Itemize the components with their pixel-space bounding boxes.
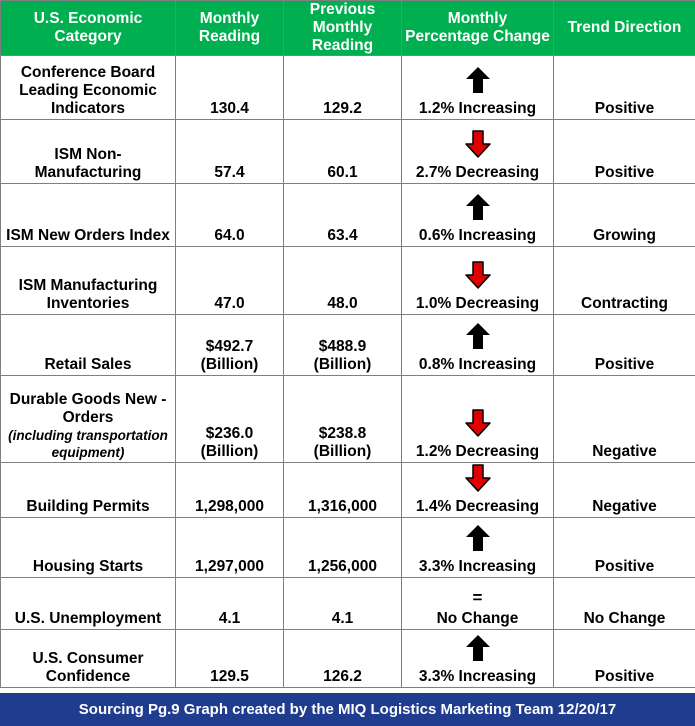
category-label: Building Permits — [26, 498, 150, 515]
trend-direction-value: Growing — [593, 227, 656, 244]
category-cell — [1, 56, 176, 120]
table-row — [1, 315, 695, 376]
monthly-reading-value: $236.0 — [205, 425, 254, 442]
category-cell — [1, 630, 176, 688]
trend-direction-cell — [554, 184, 695, 247]
trend-direction-cell — [554, 463, 695, 518]
down-arrow-icon — [465, 130, 491, 158]
previous-reading-value: 63.4 — [327, 227, 358, 244]
footer-banner: Sourcing Pg.9 Graph created by the MIQ Logistics Marketing Team 12/20/17 — [0, 693, 695, 726]
down-arrow-icon — [465, 464, 491, 492]
monthly-reading-cell — [176, 120, 284, 184]
previous-reading-cell — [284, 120, 402, 184]
monthly-reading-value: 57.4 — [214, 164, 245, 181]
category-label: Retail Sales — [44, 356, 132, 373]
header-category: U.S. Economic Category — [1, 1, 176, 56]
category-label: U.S. Unemployment — [14, 610, 162, 627]
category-note: (including transportation equipment) — [8, 428, 168, 460]
up-arrow-icon — [465, 322, 491, 350]
previous-reading-cell — [284, 184, 402, 247]
previous-reading-cell — [284, 578, 402, 630]
category-label: ISM New Orders Index — [6, 227, 170, 244]
header-previous-reading: Previous Monthly Reading — [284, 1, 402, 56]
previous-reading-cell — [284, 463, 402, 518]
trend-direction-value: Positive — [594, 356, 655, 373]
trend-direction-cell — [554, 247, 695, 315]
percentage-change-value: 3.3% Increasing — [418, 558, 537, 575]
trend-direction-value: Positive — [594, 558, 655, 575]
header-trend-direction: Trend Direction — [554, 1, 695, 56]
previous-reading-value: 129.2 — [323, 100, 362, 117]
category-cell — [1, 376, 176, 463]
table-row — [1, 56, 695, 120]
previous-reading-cell — [284, 56, 402, 120]
percentage-change-cell — [402, 463, 554, 518]
previous-reading-cell — [284, 315, 402, 376]
monthly-reading-value: 1,298,000 — [195, 498, 264, 515]
previous-reading-value: 1,256,000 — [308, 558, 377, 575]
table-row — [1, 630, 695, 688]
monthly-reading-value: 1,297,000 — [195, 558, 264, 575]
previous-reading-value: 126.2 — [323, 668, 362, 685]
up-arrow-icon — [465, 634, 491, 662]
trend-direction-value: Positive — [594, 100, 655, 117]
header-monthly-reading: Monthly Reading — [176, 1, 284, 56]
previous-reading-cell — [284, 376, 402, 463]
trend-direction-value: Negative — [592, 443, 657, 460]
up-arrow-icon — [465, 524, 491, 552]
category-cell — [1, 120, 176, 184]
trend-direction-value: Positive — [594, 668, 655, 685]
category-cell — [1, 578, 176, 630]
table-row — [1, 184, 695, 247]
monthly-reading-cell — [176, 184, 284, 247]
up-arrow-icon — [465, 66, 491, 94]
trend-direction-cell — [554, 630, 695, 688]
category-label: U.S. Consumer Confidence — [32, 650, 144, 685]
percentage-change-cell — [402, 376, 554, 463]
monthly-reading-value: 129.5 — [210, 668, 249, 685]
previous-reading-value: 1,316,000 — [308, 498, 377, 515]
previous-reading-value: 4.1 — [331, 610, 354, 627]
table-row — [1, 518, 695, 578]
previous-reading-value: 48.0 — [327, 295, 358, 312]
category-cell — [1, 315, 176, 376]
percentage-change-cell — [402, 518, 554, 578]
percentage-change-value: 0.8% Increasing — [418, 356, 537, 373]
previous-reading-value: $488.9 — [318, 338, 367, 355]
down-arrow-icon — [465, 409, 491, 437]
trend-direction-cell — [554, 315, 695, 376]
monthly-reading-cell — [176, 315, 284, 376]
monthly-reading-cell — [176, 518, 284, 578]
previous-reading-cell — [284, 630, 402, 688]
trend-direction-value: No Change — [583, 610, 666, 627]
header-percentage-change: Monthly Percentage Change — [402, 1, 554, 56]
category-cell — [1, 463, 176, 518]
monthly-reading-value: 64.0 — [214, 227, 245, 244]
table-row — [1, 578, 695, 630]
trend-direction-cell — [554, 578, 695, 630]
monthly-reading-value: $492.7 — [205, 338, 254, 355]
monthly-reading-cell — [176, 56, 284, 120]
monthly-reading-cell — [176, 630, 284, 688]
previous-reading-unit: (Billion) — [313, 443, 372, 460]
category-label: ISM Manufacturing Inventories — [18, 277, 158, 312]
trend-direction-cell — [554, 120, 695, 184]
trend-direction-cell — [554, 56, 695, 120]
header-row — [1, 1, 695, 56]
previous-reading-value: $238.8 — [318, 425, 367, 442]
percentage-change-value: 1.0% Decreasing — [415, 295, 540, 312]
table-row — [1, 247, 695, 315]
table-row — [1, 463, 695, 518]
monthly-reading-cell — [176, 247, 284, 315]
category-cell — [1, 247, 176, 315]
monthly-reading-cell — [176, 578, 284, 630]
percentage-change-value: 1.2% Decreasing — [415, 443, 540, 460]
percentage-change-cell — [402, 184, 554, 247]
percentage-change-value: 1.2% Increasing — [418, 100, 537, 117]
previous-reading-cell — [284, 518, 402, 578]
previous-reading-unit: (Billion) — [313, 356, 372, 373]
percentage-change-cell — [402, 630, 554, 688]
up-arrow-icon — [465, 193, 491, 221]
percentage-change-value: 1.4% Decreasing — [415, 498, 540, 515]
percentage-change-cell — [402, 56, 554, 120]
trend-direction-cell — [554, 518, 695, 578]
down-arrow-icon — [465, 261, 491, 289]
monthly-reading-cell — [176, 463, 284, 518]
monthly-reading-cell — [176, 376, 284, 463]
percentage-change-cell — [402, 315, 554, 376]
monthly-reading-value: 4.1 — [218, 610, 241, 627]
percentage-change-value: No Change — [436, 610, 519, 627]
percentage-change-cell — [402, 120, 554, 184]
percentage-change-cell — [402, 247, 554, 315]
category-label: Housing Starts — [32, 558, 144, 575]
equals-icon: = — [472, 588, 483, 607]
trend-direction-cell — [554, 376, 695, 463]
previous-reading-value: 60.1 — [327, 164, 358, 181]
table-row — [1, 120, 695, 184]
category-label: Durable Goods New -Orders — [9, 391, 167, 426]
previous-reading-cell — [284, 247, 402, 315]
category-label: Conference Board Leading Economic Indicators — [19, 64, 157, 117]
percentage-change-cell — [402, 578, 554, 630]
category-cell — [1, 184, 176, 247]
monthly-reading-value: 130.4 — [210, 100, 249, 117]
trend-direction-value: Contracting — [581, 295, 668, 312]
category-label: ISM Non-Manufacturing — [34, 146, 142, 181]
table-row — [1, 376, 695, 463]
category-cell — [1, 518, 176, 578]
monthly-reading-unit: (Billion) — [200, 356, 259, 373]
percentage-change-value: 0.6% Increasing — [418, 227, 537, 244]
trend-direction-value: Negative — [592, 498, 657, 515]
percentage-change-value: 3.3% Increasing — [418, 668, 537, 685]
monthly-reading-value: 47.0 — [214, 295, 245, 312]
trend-direction-value: Positive — [594, 164, 655, 181]
percentage-change-value: 2.7% Decreasing — [415, 164, 540, 181]
monthly-reading-unit: (Billion) — [200, 443, 259, 460]
